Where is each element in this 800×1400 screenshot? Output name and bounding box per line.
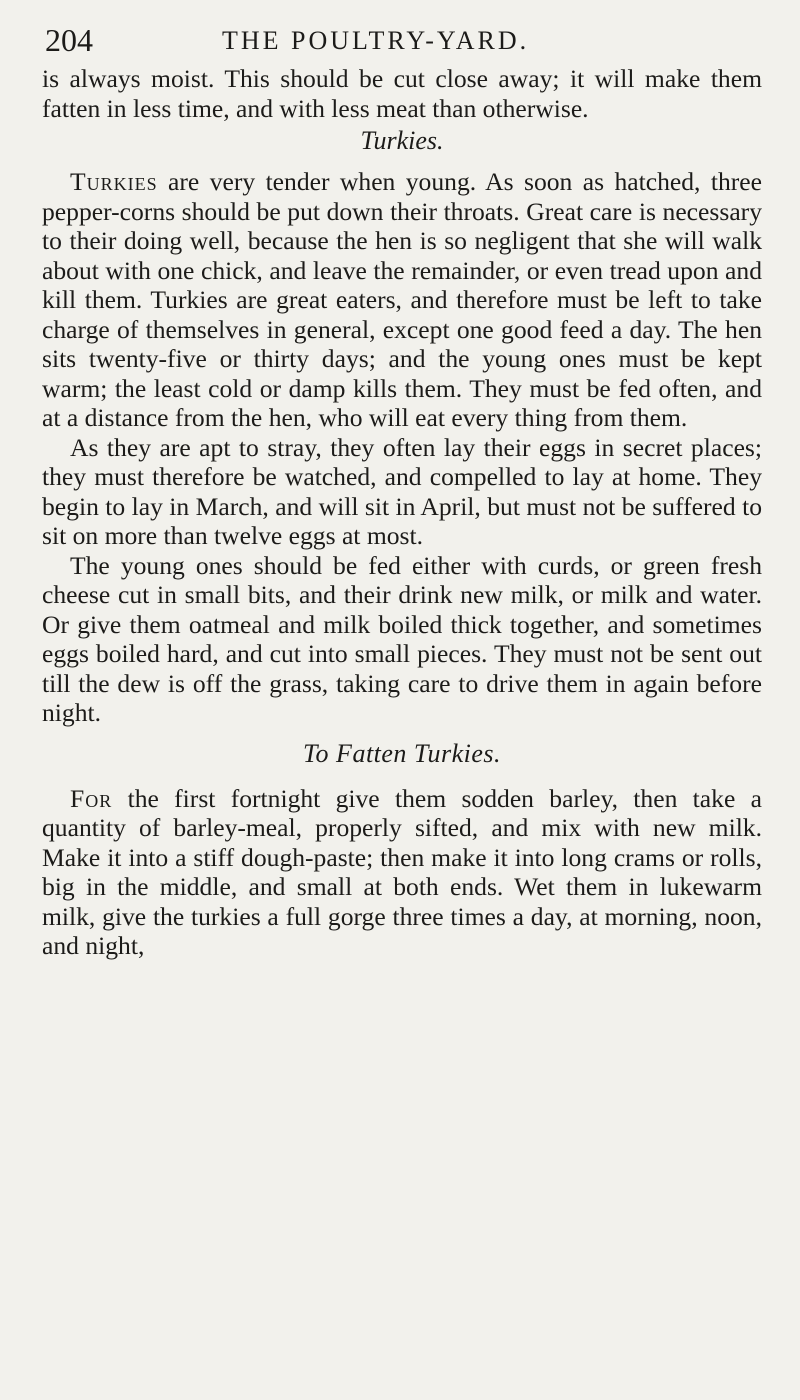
paragraph-1-lead-word: Turkies (70, 167, 158, 196)
paragraph-4 (42, 784, 762, 961)
running-title: THE POULTRY-YARD. (222, 26, 530, 55)
body-text (42, 64, 762, 961)
paragraph-1 (42, 167, 762, 433)
paragraph-1-text: are very tender when young. As soon as hatched, three pepper-corns should be put down their throats. Great care is necessary to their doing well, because the hen is so negligent that she will walk about with one chick, and leave the remainder, or even tread upon and kill them. Turkies are great eaters, and therefore must be left to take charge of themselves in general, except one good feed a day. The hen sits twenty-five or thirty days; and the young ones must be kept warm; the least cold or damp kills them. They must be fed often, and at a distance from the hen, who will eat every thing from them. (42, 167, 762, 432)
section-heading-to-fatten-turkies: To Fatten Turkies. (302, 738, 501, 768)
paragraph-4-lead-word: For (70, 783, 113, 813)
page-number: 204 (45, 22, 93, 58)
running-head (42, 6, 762, 64)
section-heading-turkies: Turkies. (360, 126, 444, 155)
paragraph-3: The young ones should be fed either with curds, or green fresh cheese cut in small bits, and their drink new milk, or milk and water. Or give them oatmeal and milk boiled thick together, and sometimes eggs boiled hard, and cut into small pieces. They must not be sent out till the dew is off the grass, taking care to drive them in again before night. (42, 550, 762, 727)
continuation-paragraph: is always moist. This should be cut close away; it will make them fatten in less time, and with less meat than otherwise. (42, 64, 762, 123)
paragraph-4-text: the first fortnight give them sodden barley, then take a quantity of barley-meal, properly sifted, and mix with new milk. Make it into a stiff dough-paste; then make it into long crams or rolls, big in the middle, and small at both ends. Wet them in lukewarm milk, give the turkies a full gorge three times a day, at morning, noon, and night, (42, 783, 762, 960)
paragraph-2: As they are apt to stray, they often lay their eggs in secret places; they must therefore be watched, and compelled to lay at home. They begin to lay in March, and will sit in April, but must not be suffered to sit on more than twelve eggs at most. (42, 432, 762, 550)
